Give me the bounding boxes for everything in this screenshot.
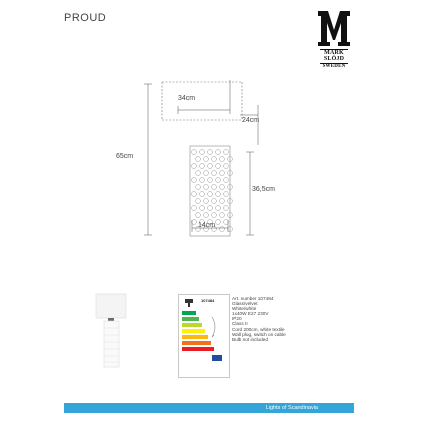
logo-text-mark: MARK bbox=[324, 50, 344, 56]
spec-line: Wall plug, switch on cable bbox=[232, 331, 286, 337]
spec-line: Class II bbox=[232, 321, 248, 327]
product-title: PROUD bbox=[64, 12, 107, 24]
logo-text-sweden: SWEDEN bbox=[322, 64, 346, 69]
brand-logo bbox=[316, 8, 352, 72]
spec-line: Bulb not included bbox=[232, 336, 268, 342]
spec-line: IP20 bbox=[232, 316, 242, 322]
spec-line: White/white bbox=[232, 306, 257, 312]
energy-label-article: 107484 bbox=[201, 298, 215, 303]
energy-label bbox=[178, 294, 230, 378]
footer-bar bbox=[64, 403, 354, 413]
lamp-icon bbox=[182, 298, 198, 308]
spec-line: Glass/velvet bbox=[232, 301, 258, 307]
logo-monogram-icon bbox=[316, 8, 352, 48]
shade-height-label: 24cm bbox=[242, 117, 260, 124]
energy-class-scale bbox=[182, 311, 226, 367]
spec-line: Art. number 107484 bbox=[232, 296, 274, 301]
product-photo bbox=[64, 290, 172, 376]
spec-line: 1x40W E27 230V bbox=[232, 311, 269, 317]
shade-width-label: 34cm bbox=[178, 95, 196, 102]
base-height-label: 36,5cm bbox=[252, 186, 275, 193]
spec-line: Cord 200cm, white textile bbox=[232, 326, 285, 332]
base-width-label: 14cm bbox=[198, 222, 216, 229]
logo-text-slojd: SLÖJD bbox=[323, 56, 345, 62]
footer-tagline: Lights of Scandinavia bbox=[265, 404, 318, 411]
specifications bbox=[232, 296, 352, 342]
total-height-label: 65cm bbox=[116, 153, 134, 160]
